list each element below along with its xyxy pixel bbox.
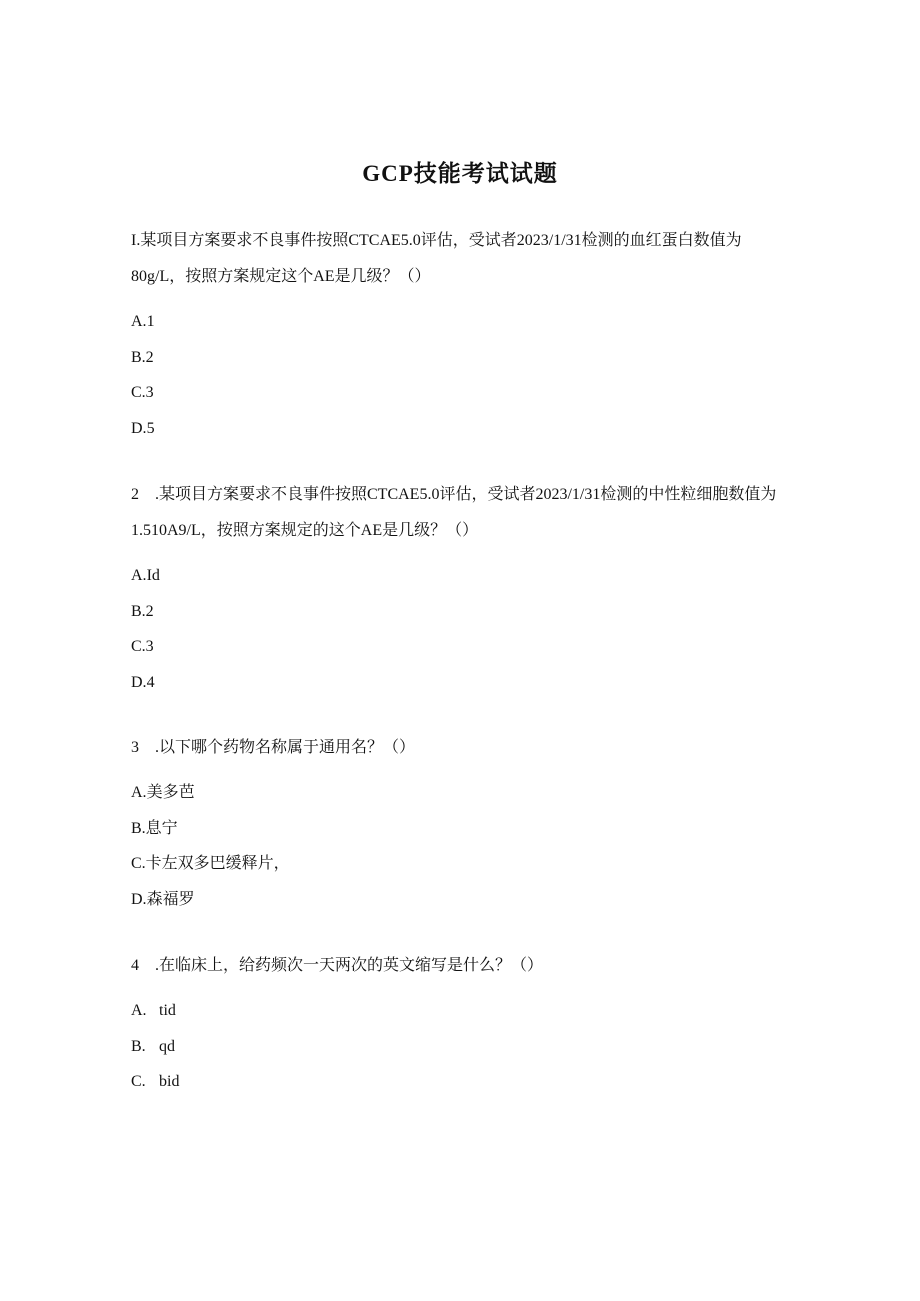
question-3-option-a: A.美多芭 — [131, 784, 195, 801]
question-4-body: .在临床上，给药频次一天两次的英文缩写是什么？（） — [155, 957, 544, 974]
question-4-options — [131, 1001, 791, 1108]
question-3-option-d: D.森福罗 — [131, 890, 195, 908]
question-3-option-c: C.卡左双多巴缓释片， — [131, 855, 290, 872]
question-1-text — [131, 223, 791, 295]
question-1-options — [131, 312, 791, 454]
question-1 — [131, 223, 791, 454]
question-1-number: I. — [131, 232, 141, 249]
document-title: GCP技能考试试题 — [362, 161, 558, 186]
question-2-option-c: C.3 — [131, 638, 154, 655]
question-1-option-b: B.2 — [131, 348, 154, 366]
question-3 — [131, 730, 791, 925]
question-1-option-d: D.5 — [131, 419, 155, 437]
question-1-body: 某项目方案要求不良事件按照CTCAE5.0评估，受试者2023/1/31检测的血红蛋白数值为80g/L，按照方案规定这个AE是几级？（） — [131, 232, 742, 285]
question-4-option-c: C. bid — [131, 1073, 180, 1090]
question-2-option-d: D.4 — [131, 673, 155, 691]
question-4-number: 4 — [131, 957, 139, 974]
question-4-option-a: A. tid — [131, 1002, 176, 1019]
question-3-number: 3 — [131, 739, 139, 756]
question-3-option-b: B.息宁 — [131, 819, 178, 837]
question-1-option-a: A.1 — [131, 313, 155, 330]
question-3-body: .以下哪个药物名称属于通用名？（） — [155, 739, 416, 756]
question-2-text — [131, 477, 791, 549]
question-2-number: 2 — [131, 486, 139, 503]
question-2-options — [131, 566, 791, 708]
question-2 — [131, 477, 791, 708]
question-3-text — [131, 730, 791, 766]
question-3-options — [131, 783, 791, 925]
question-2-option-b: B.2 — [131, 602, 154, 620]
question-4 — [131, 948, 791, 1108]
question-1-option-c: C.3 — [131, 384, 154, 401]
question-4-option-b: B. qd — [131, 1037, 175, 1055]
question-2-option-a: A.Id — [131, 567, 160, 584]
question-4-text — [131, 948, 791, 984]
question-2-body: .某项目方案要求不良事件按照CTCAE5.0评估，受试者2023/1/31检测的中性粒细胞数值为1.510A9/L，按照方案规定的这个AE是几级？（） — [131, 486, 777, 539]
